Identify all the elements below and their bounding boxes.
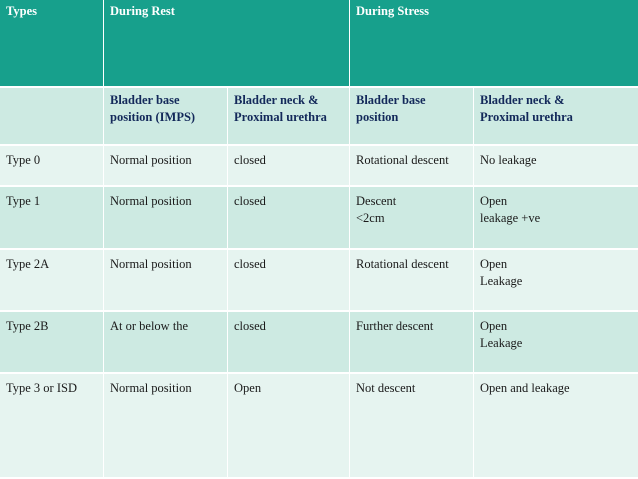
subheader-rest-bladder-neck: Bladder neck & Proximal urethra <box>228 88 350 146</box>
table-row-rest-base-cell: Normal position <box>104 250 228 312</box>
table-row-stress-base-cell: Further descent <box>350 312 474 374</box>
table-row-rest-base-cell: Normal position <box>104 146 228 187</box>
table-row-rest-base-cell: Normal position <box>104 187 228 250</box>
subheader-stress-bladder-base: Bladder base position <box>350 88 474 146</box>
table-row-type-cell: Type 0 <box>0 146 104 187</box>
table-row-stress-base-cell: Rotational descent <box>350 146 474 187</box>
table-row-rest-neck-cell: closed <box>228 187 350 250</box>
header-during-stress: During Stress <box>350 0 638 88</box>
table-row-stress-neck-cell: Open leakage +ve <box>474 187 638 250</box>
table-row-rest-neck-cell: Open <box>228 374 350 479</box>
table-row-rest-neck-cell: closed <box>228 146 350 187</box>
subheader-rest-bladder-base: Bladder base position (IMPS) <box>104 88 228 146</box>
table-row-stress-neck-cell: Open Leakage <box>474 250 638 312</box>
table-row-rest-base-cell: Normal position <box>104 374 228 479</box>
table-row-stress-base-cell: Descent <2cm <box>350 187 474 250</box>
table-row-type-cell: Type 1 <box>0 187 104 250</box>
header-types: Types <box>0 0 104 88</box>
header-during-rest: During Rest <box>104 0 350 88</box>
table-row-stress-neck-cell: No leakage <box>474 146 638 187</box>
table-row-stress-base-cell: Not descent <box>350 374 474 479</box>
table-row-stress-neck-cell: Open Leakage <box>474 312 638 374</box>
table-row-type-cell: Type 2B <box>0 312 104 374</box>
table-row-stress-neck-cell: Open and leakage <box>474 374 638 479</box>
subheader-blank <box>0 88 104 146</box>
table-row-type-cell: Type 3 or ISD <box>0 374 104 479</box>
table-row-type-cell: Type 2A <box>0 250 104 312</box>
subheader-stress-bladder-neck: Bladder neck & Proximal urethra <box>474 88 638 146</box>
table-row-stress-base-cell: Rotational descent <box>350 250 474 312</box>
table-row-rest-neck-cell: closed <box>228 312 350 374</box>
table-row-rest-neck-cell: closed <box>228 250 350 312</box>
table-row-rest-base-cell: At or below the <box>104 312 228 374</box>
